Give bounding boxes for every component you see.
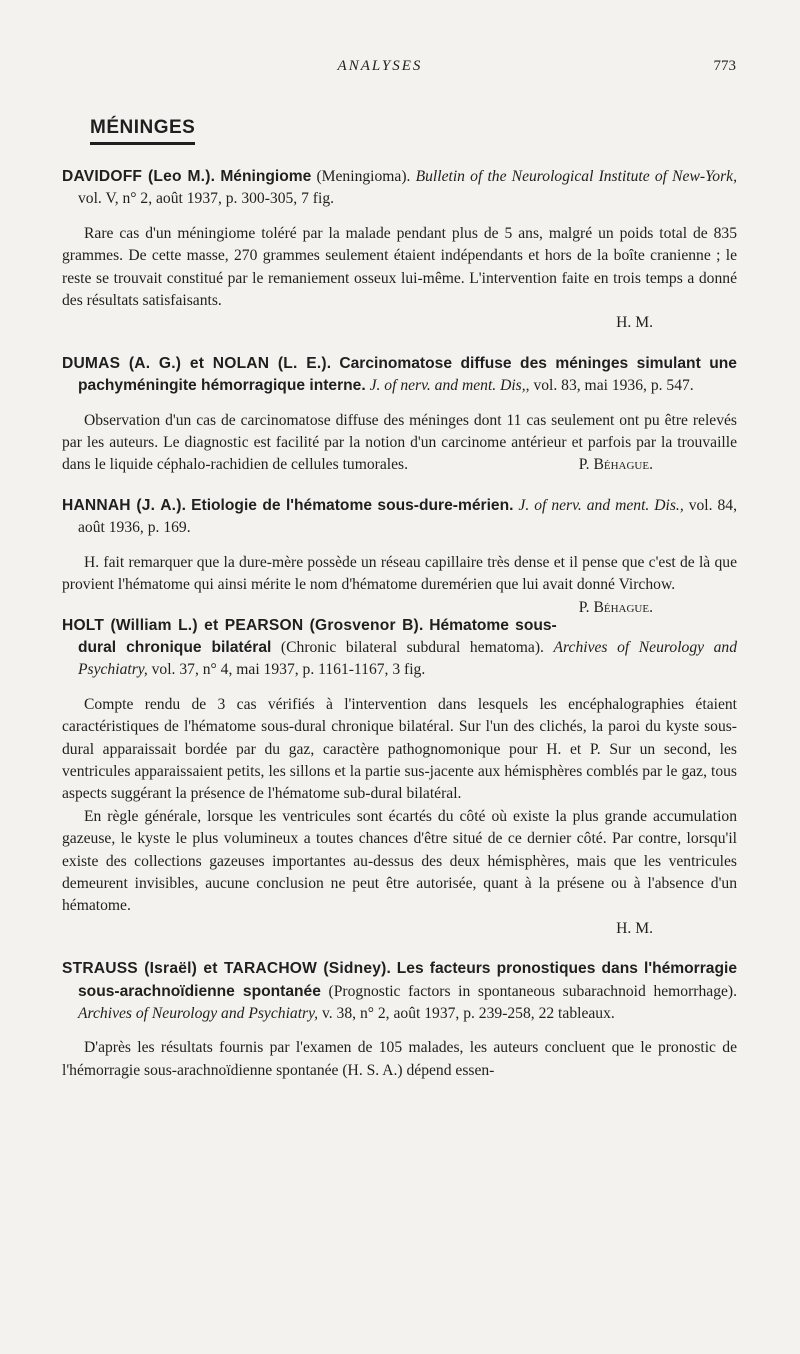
abstract-text — [62, 223, 737, 313]
abstract-entry-dumas — [62, 353, 737, 477]
abstract-body: H. fait remarquer que la dure-mère possède un réseau capillaire très dense et il pense que c'est de là que provient l'hématome qui ainsi mérite le nom d'hématome duremérien que lui avait donné Virchow. — [62, 553, 737, 594]
citation — [62, 353, 737, 398]
author-names: STRAUSS (Israël) et TARACHOW (Sidney). — [62, 960, 392, 978]
abstract-paragraph: Rare cas d'un méningiome toléré par la malade pendant plus de 5 ans, malgré un poids total de 835 grammes. De cette masse, 270 grammes seulement étaient indépendants et hors de la boîte cranienne ; le reste se trouvait constitué par le remaniement osseux lui-même. L'intervention faite en trois temps a donné des résultats satisfaisants. — [62, 224, 737, 310]
running-title: ANALYSES — [337, 58, 423, 74]
abstract-paragraph-2: En règle générale, lorsque les ventricules sont écartés du côté où existe la plus grande accumulation gazeuse, le kyste le plus volumineux a toutes chances d'être situé de ce dernier côté. Par contre, lorsqu'il existe des collections gazeuses importantes au-dessus des deux hémisphères, mais que les ventricules demeurent invisibles, aucune conclusion ne peut être autorisée, quant à la présene ou à l'absence d'un hématome. — [62, 807, 737, 915]
author-names: DUMAS (A. G.) et NOLAN (L. E.). — [62, 354, 332, 372]
abstract-paragraph: Compte rendu de 3 cas vérifiés à l'intervention dans lesquels les encéphalographies étaient caractéristiques de l'hématome sous-dural chronique bilatéral. Sur l'un des clichés, la paroi du kyste sous-dural apparaissait bordée par du gaz, caractère pathognomonique pour H. et P. Sur un second, les ventricules apparaissaient petits, les sillons et la partie sus-jacente aux hémisphères comblés par le gaz, tous aspects suggérant la présence de l'hématome sub-dural bilatéral. — [62, 695, 737, 803]
article-title: Les facteurs pronostiques dans l'hémorragie sous-arachnoïdienne spontanée — [78, 960, 738, 1000]
reviewer-signature: H. M. — [616, 919, 653, 937]
reference-details: vol. 83, mai 1936, p. 547. — [529, 377, 694, 395]
abstract-entry-davidoff — [62, 166, 737, 335]
abstract-entry-holt — [62, 615, 737, 941]
citation — [62, 495, 737, 540]
author-names: HANNAH (J. A.). — [62, 496, 187, 514]
author-names: HOLT (William L.) et PEARSON (Grosvenor B). — [62, 616, 424, 634]
page-number: 773 — [713, 58, 736, 74]
journal-name: Archives of Neurology and Psychiatry, — [78, 1005, 319, 1022]
reviewer-signature: H. M. — [616, 314, 653, 332]
article-subtitle: (Prognostic factors in spontaneous subarachnoid hemorrhage). — [320, 982, 738, 1000]
abstract-entry-hannah — [62, 495, 737, 616]
citation — [62, 958, 737, 1025]
article-subtitle: (Meningioma). — [311, 168, 416, 185]
citation — [62, 615, 737, 682]
abstracts-list — [62, 166, 737, 1100]
reference-details: vol. V, n° 2, août 1937, p. 300-305, 7 fig. — [78, 190, 335, 208]
abstract-paragraph — [62, 410, 737, 477]
journal-name: J. of nerv. and ment. Dis,, — [369, 377, 530, 395]
journal-name: Bulletin of the Neurological Institute of New-York, — [415, 168, 737, 185]
article-title: Hématome sous-dural chronique bilatéral — [78, 616, 557, 656]
abstract-text — [62, 410, 737, 477]
abstract-text — [62, 1037, 737, 1082]
section-heading: MÉNINGES — [90, 117, 195, 145]
reviewer-signature: P. Béhague. — [578, 598, 653, 616]
reference-details: vol. 37, n° 4, mai 1937, p. 1161-1167, 3 fig. — [147, 661, 426, 679]
abstract-text — [62, 552, 737, 616]
reference-details: v. 38, n° 2, août 1937, p. 239-258, 22 tableaux. — [318, 1005, 615, 1022]
abstract-text — [62, 694, 737, 918]
article-title: Méningiome — [220, 168, 312, 185]
abstract-paragraph: D'après les résultats fournis par l'examen de 105 malades, les auteurs concluent que le pronostic de l'hémorragie sous-arachnoïdienne spontanée (H. S. A.) dépend essen- — [62, 1039, 737, 1079]
author-names: DAVIDOFF (Leo M.). — [62, 168, 216, 185]
abstract-body: Observation d'un cas de carcinomatose diffuse des méninges dont 11 cas seulement ont pu être relevés par les auteurs. Le diagnostic est facilité par la notion d'un carcinome antérieur et parfois par la trouvaille dans le liquide céphalo-rachidien de cellules tumorales. — [62, 411, 737, 474]
article-subtitle: (Chronic bilateral subdural hematoma). — [271, 638, 554, 656]
abstract-paragraph — [62, 552, 737, 616]
article-title: Carcinomatose diffuse des méninges simulant une pachyméningite hémorragique interne. — [78, 354, 737, 395]
abstract-entry-strauss — [62, 958, 737, 1082]
citation — [62, 166, 737, 211]
article-title: Etiologie de l'hématome sous-dure-mérien. — [191, 496, 514, 514]
journal-name: J. of nerv. and ment. Dis., — [518, 496, 684, 514]
reviewer-signature: P. Béhague. — [578, 456, 653, 474]
journal-name: Archives of Neurology and Psychiatry, — [78, 638, 738, 679]
reference-details: vol. 84, août 1936, p. 169. — [78, 496, 737, 537]
